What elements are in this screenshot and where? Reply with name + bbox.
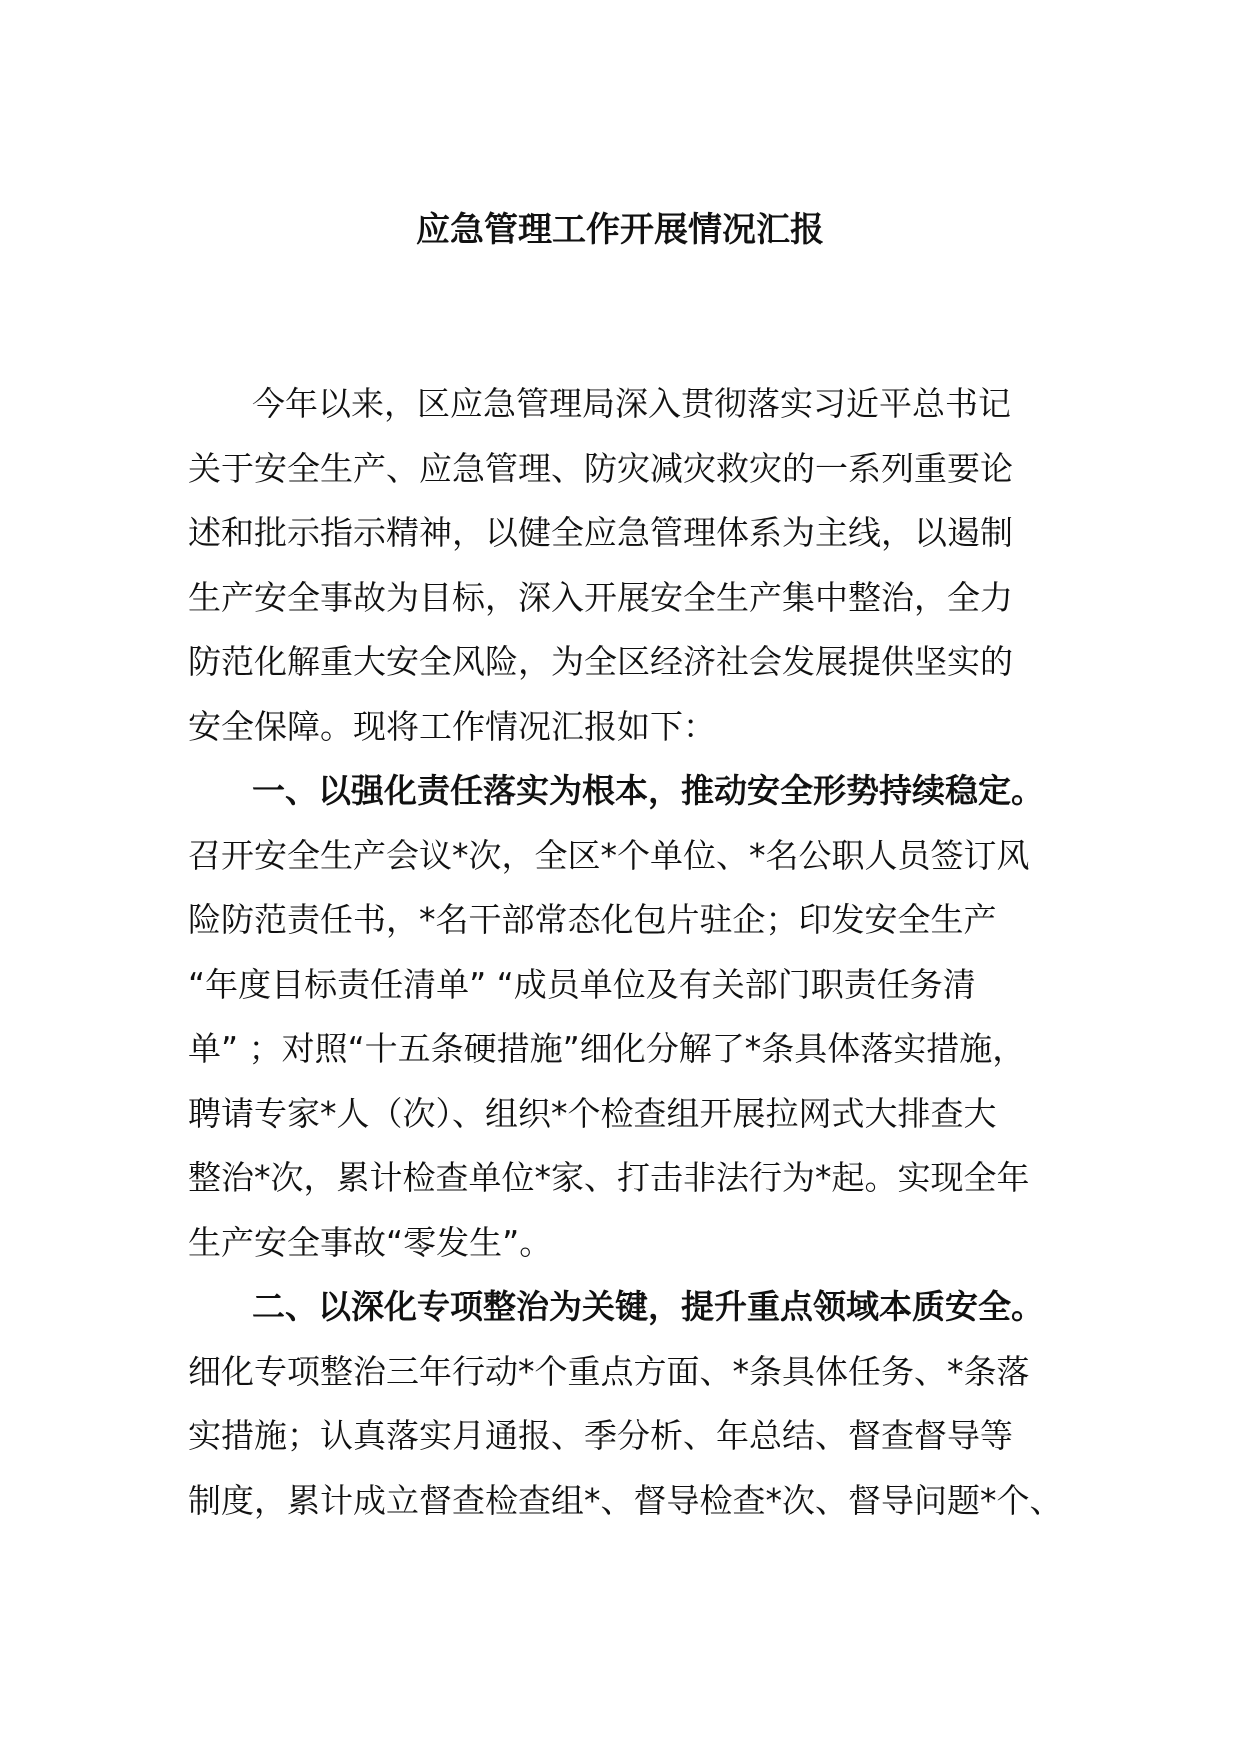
paragraph-line: 生产安全事故为目标，深入开展安全生产集中整治，全力 (188, 577, 1013, 617)
paragraph-line: 安全保障。现将工作情况汇报如下： (188, 706, 716, 746)
paragraph-line: 聘请专家*人（次）、组织*个检查组开展拉网式大排查大 (188, 1093, 997, 1133)
document-body (188, 372, 1088, 1533)
section-heading-2: 二、以深化专项整治为关键，提升重点领域本质安全。 (252, 1287, 1044, 1326)
paragraph-line: 今年以来，区应急管理局深入贯彻落实习近平总书记 (252, 384, 1011, 423)
paragraph-line: 单” ；对照“十五条硬措施”细化分解了*条具体落实措施， (188, 1029, 1026, 1068)
document-title: 应急管理工作开展情况汇报 (416, 210, 824, 250)
paragraph-line: 关于安全生产、应急管理、防灾减灾救灾的一系列重要论 (188, 448, 1013, 488)
paragraph-line: 述和批示指示精神，以健全应急管理体系为主线，以遏制 (188, 513, 1013, 552)
paragraph-line: “年度目标责任清单” “成员单位及有关部门职责任务清 (188, 964, 976, 1004)
section-heading-1: 一、以强化责任落实为根本，推动安全形势持续稳定。 (252, 771, 1044, 810)
paragraph-line: 防范化解重大安全风险，为全区经济社会发展提供坚实的 (188, 642, 1013, 681)
paragraph-line: 实措施；认真落实月通报、季分析、年总结、督查督导等 (188, 1416, 1013, 1455)
paragraph-line: 细化专项整治三年行动*个重点方面、*条具体任务、*条落 (188, 1351, 1030, 1391)
paragraph-line: 险防范责任书，*名干部常态化包片驻企；印发安全生产 (188, 900, 997, 939)
paragraph-line: 整治*次，累计检查单位*家、打击非法行为*起。实现全年 (188, 1158, 1030, 1197)
paragraph-line: 生产安全事故“零发生”。 (188, 1222, 553, 1262)
paragraph-line: 召开安全生产会议*次，全区*个单位、*名公职人员签订风 (188, 835, 1030, 875)
paragraph-line: 制度，累计成立督查检查组*、督导检查*次、督导问题*个、 (188, 1480, 1063, 1520)
